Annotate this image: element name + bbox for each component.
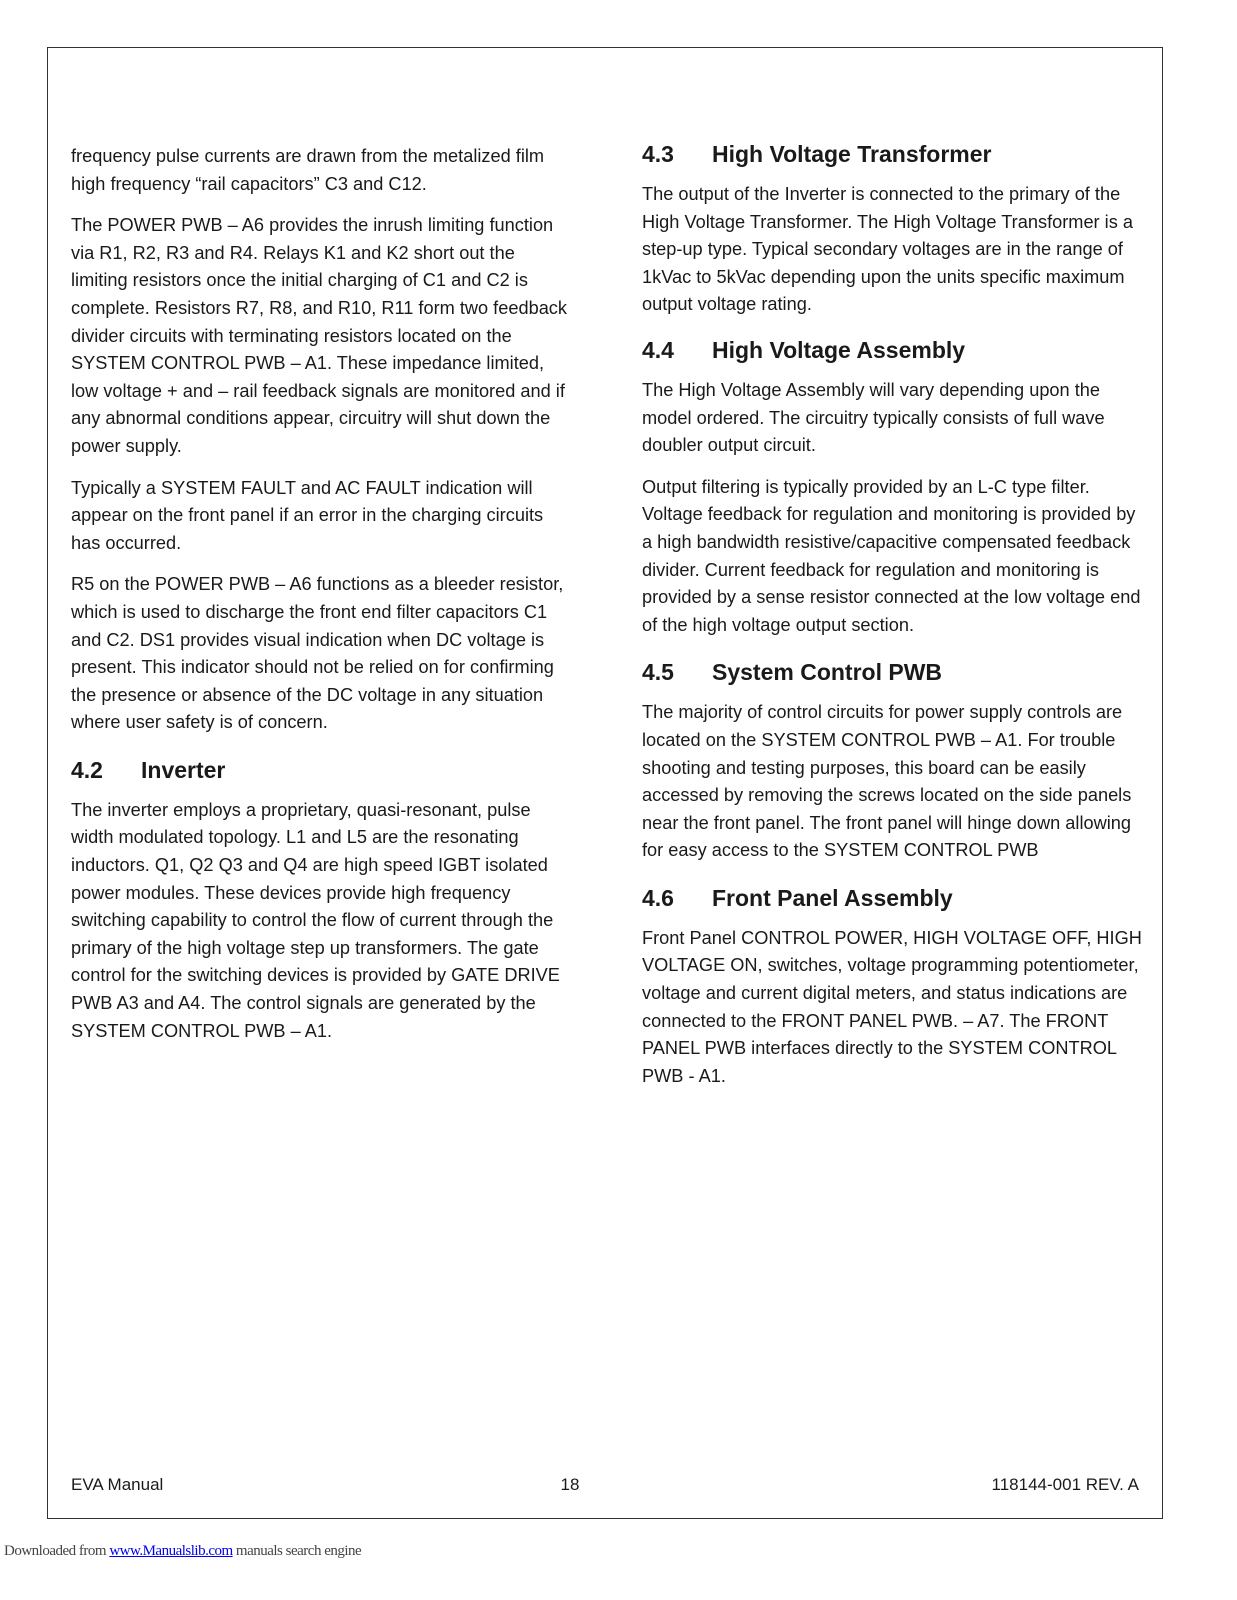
section-number: 4.3 [642,141,674,167]
section-heading-hv-assembly [642,335,1147,365]
section-heading-front-panel [642,883,1147,913]
left-column [71,143,571,1059]
right-column [642,143,1147,1104]
section-heading-system-control [642,657,1147,687]
paragraph-system-fault: Typically a SYSTEM FAULT and AC FAULT indication will appear on the front panel if an error in the charging circuits has occurred. [71,477,544,553]
paragraph-output-filtering: Output filtering is typically provided by an L-C type filter. Voltage feedback for regulation and monitoring is provided by a high bandwidth resistive/capacitive compensated feedback divider. Current feedback for regulation and monitoring is provided by a sense resistor connected at the low voltage end of the high voltage output section. [642,476,1141,635]
section-number: 4.4 [642,336,674,363]
download-watermark [4,1542,361,1560]
section-title: Front Panel Assembly [712,884,953,911]
paragraph-hv-assembly: The High Voltage Assembly will vary depending upon the model ordered. The circuitry typically consists of full wave doubler output circuit. [642,379,1105,456]
section-heading-hv-transformer [642,139,1147,169]
watermark-suffix: manuals search engine [232,1543,362,1559]
paragraph-hv-transformer: The output of the Inverter is connected to the primary of the High Voltage Transformer. The High Voltage Transformer is a step-up type. Typical secondary voltages are in the range of 1kVac to 5kVac depending upon the units specific maximum output voltage rating. [642,184,1133,315]
section-heading-inverter [71,755,571,785]
paragraph-bleeder-resistor: R5 on the POWER PWB – A6 functions as a bleeder resistor, which is used to discharge the front end filter capacitors C1 and C2. DS1 provides visual indication when DC voltage is present. This indicator should not be relied on for confirming the presence or absence of the DC voltage in any situation where user safety is of concern. [71,574,564,733]
paragraph-inverter: The inverter employs a proprietary, quasi-resonant, pulse width modulated topology. L1 and L5 are the resonating inductors. Q1, Q2 Q3 and Q4 are high speed IGBT isolated power modules. These devices provide high frequency switching capability to control the flow of current through the primary of the high voltage step up transformers. The gate control for the switching devices is provided by GATE DRIVE PWB A3 and A4. The control signals are generated by the SYSTEM CONTROL PWB – A1. [71,799,560,1041]
paragraph-rail-capacitors: frequency pulse currents are drawn from the metalized film high frequency “rail capacitors” C3 and C12. [71,146,545,194]
paragraph-front-panel: Front Panel CONTROL POWER, HIGH VOLTAGE OFF, HIGH VOLTAGE ON, switches, voltage programming potentiometer, voltage and current digital meters, and status indications are connected to the FRONT PANEL PWB. – A7. The FRONT PANEL PWB interfaces directly to the SYSTEM CONTROL PWB - A1. [642,927,1142,1086]
paragraph-system-control: The majority of control circuits for power supply controls are located on the SYSTEM CONTROL PWB – A1. For trouble shooting and testing purposes, this board can be easily accessed by removing the screws located on the side panels near the front panel. The front panel will hinge down allowing for easy access to the SYSTEM CONTROL PWB [642,702,1132,861]
watermark-prefix: Downloaded from [4,1543,110,1559]
section-title: High Voltage Transformer [712,141,992,167]
section-title: High Voltage Assembly [712,336,966,363]
footer-manual-name: EVA Manual [71,1475,164,1494]
manualslib-link[interactable]: www.Manualslib.com [109,1543,233,1559]
paragraph-inrush-limiting: The POWER PWB – A6 provides the inrush limiting function via R1, R2, R3 and R4. Relays K1 and K2 short out the limiting resistors once the initial charging of C1 and C2 is complete. Resistors R7, R8, and R10, R11 form two feedback divider circuits with terminating resistors located on the SYSTEM CONTROL PWB – A1. These impedance limited, low voltage + and – rail feedback signals are monitored and if any abnormal conditions appear, circuitry will shut down the power supply. [71,215,567,456]
section-number: 4.5 [642,659,674,686]
footer-doc-revision: 118144-001 REV. A [991,1475,1139,1494]
section-title: System Control PWB [712,659,943,686]
section-number: 4.2 [71,756,103,783]
section-title: Inverter [141,756,226,783]
footer-page-number: 18 [560,1475,580,1494]
section-number: 4.6 [642,884,674,911]
